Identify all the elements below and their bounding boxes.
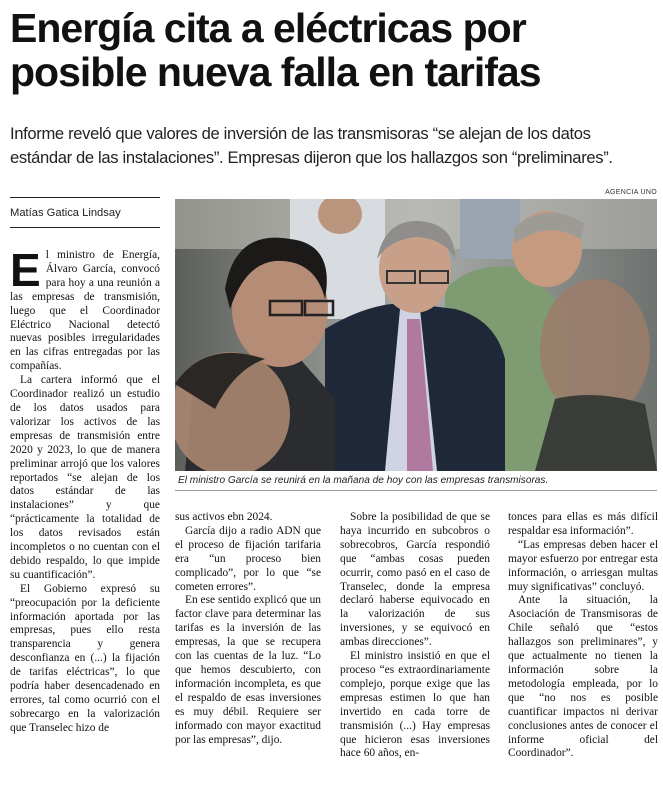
photo-caption: El ministro García se reunirá en la mañana de hoy con las empresas transmisoras.: [178, 475, 549, 486]
paragraph: García dijo a radio ADN que el proceso de fijación tarifaria era “un proceso bien complicado”, por lo que “se cometen errores”.: [175, 524, 321, 593]
news-photo: [175, 199, 657, 471]
paragraph: El Gobierno expresó su “preocupación por la deficiente información aportada por las empresas, pues ello resta transparencia y genera desconfianza en (...) la fijación de tarifas eléctricas”, lo que podría haber desencadenado en errores, tal como ocurrió con el sobrecargo en la valorización que Transelec hizo de: [10, 582, 160, 734]
caption-rule: [175, 490, 657, 491]
byline-bottom-rule: [10, 227, 160, 228]
paragraph: “Las empresas deben hacer el mayor esfuerzo por entregar esta información, o arriesgan multas muy significativas” concluyó.: [508, 538, 658, 593]
paragraph: El ministro insistió en que el proceso “es extraordinariamente complejo, porque exige que las empresas estimen lo que han invertido en cada torre de transmisión (...) Hay empresas que hicieron esas inversiones hace 60 años, en-: [340, 650, 490, 760]
photo-credit: AGENCIA UNO: [605, 189, 657, 196]
article-column-1: [10, 249, 160, 789]
deck-subtitle: Informe reveló que valores de inversión de las transmisoras “se alejan de los datos estándar de las instalaciones”. Empresas dijeron que los hallazgos son “preliminares”.: [10, 124, 613, 167]
drop-cap: E: [10, 249, 41, 296]
paragraph: tonces para ellas es más difícil respaldar esa información”.: [508, 511, 658, 537]
article-column-3: [340, 511, 490, 791]
article-column-4: [508, 511, 658, 791]
byline: Matías Gatica Lindsay: [10, 207, 121, 219]
headline: [10, 6, 655, 94]
headline-line-1: Energía cita a eléctricas por: [10, 5, 526, 51]
paragraph: En ese sentido explicó que un factor clave para determinar las tarifas es la inversión de las empresas, la que se recupera con las cuentas de la luz. “Lo que hemos descubierto, con información incompleta, es que el respaldo de esas inversiones es muy débil. Requiere ser informado con mayor exactitud por las empresas”, dijo.: [175, 594, 321, 746]
paragraph-text: l ministro de Energía, Álvaro García, convocó para hoy a una reunión a las empresas de transmisión, luego que el Coordinador Eléctrico Nacional detectó nuevas posibles irregularidades en las cifras entregadas por las compañías.: [10, 249, 160, 373]
headline-line-2: posible nueva falla en tarifas: [10, 49, 541, 95]
photo-illustration: [175, 199, 657, 471]
byline-top-rule: [10, 197, 160, 198]
article-column-2: [175, 511, 321, 791]
paragraph: La cartera informó que el Coordinador realizó un estudio de los datos usados para valorizar los activos de las empresas de transmisión entre 2020 y 2023, lo que de manera preliminar arrojó que los valores reportados “se alejan de los datos estándar de las instalaciones” y que “prácticamente la totalidad de los datos revisados están incompletos o no cuentan con el debido respaldo, lo que impide su cuantificación”.: [10, 374, 160, 581]
paragraph: Sobre la posibilidad de que se haya incurrido en subcobros o sobrecobros, García respondió que “ambas cosas pueden ocurrir, como pasó en el caso de Transelec, donde la empresa declaró haberse equivocado en la valorización de sus inversiones, y se equivocó en ambas direcciones”.: [340, 511, 490, 649]
paragraph: Ante la situación, la Asociación de Transmisoras de Chile señaló que “estos hallazgos son preliminares”, y que actualmente no tienen la información sobre la metodología empleada, por lo que “no nos es posible cuantificar impactos ni derivar conclusiones antes de conocer el informe oficial del Coordinador”.: [508, 594, 658, 760]
paragraph: sus activos ebn 2024.: [175, 511, 273, 523]
paragraph-lead: [10, 249, 160, 374]
